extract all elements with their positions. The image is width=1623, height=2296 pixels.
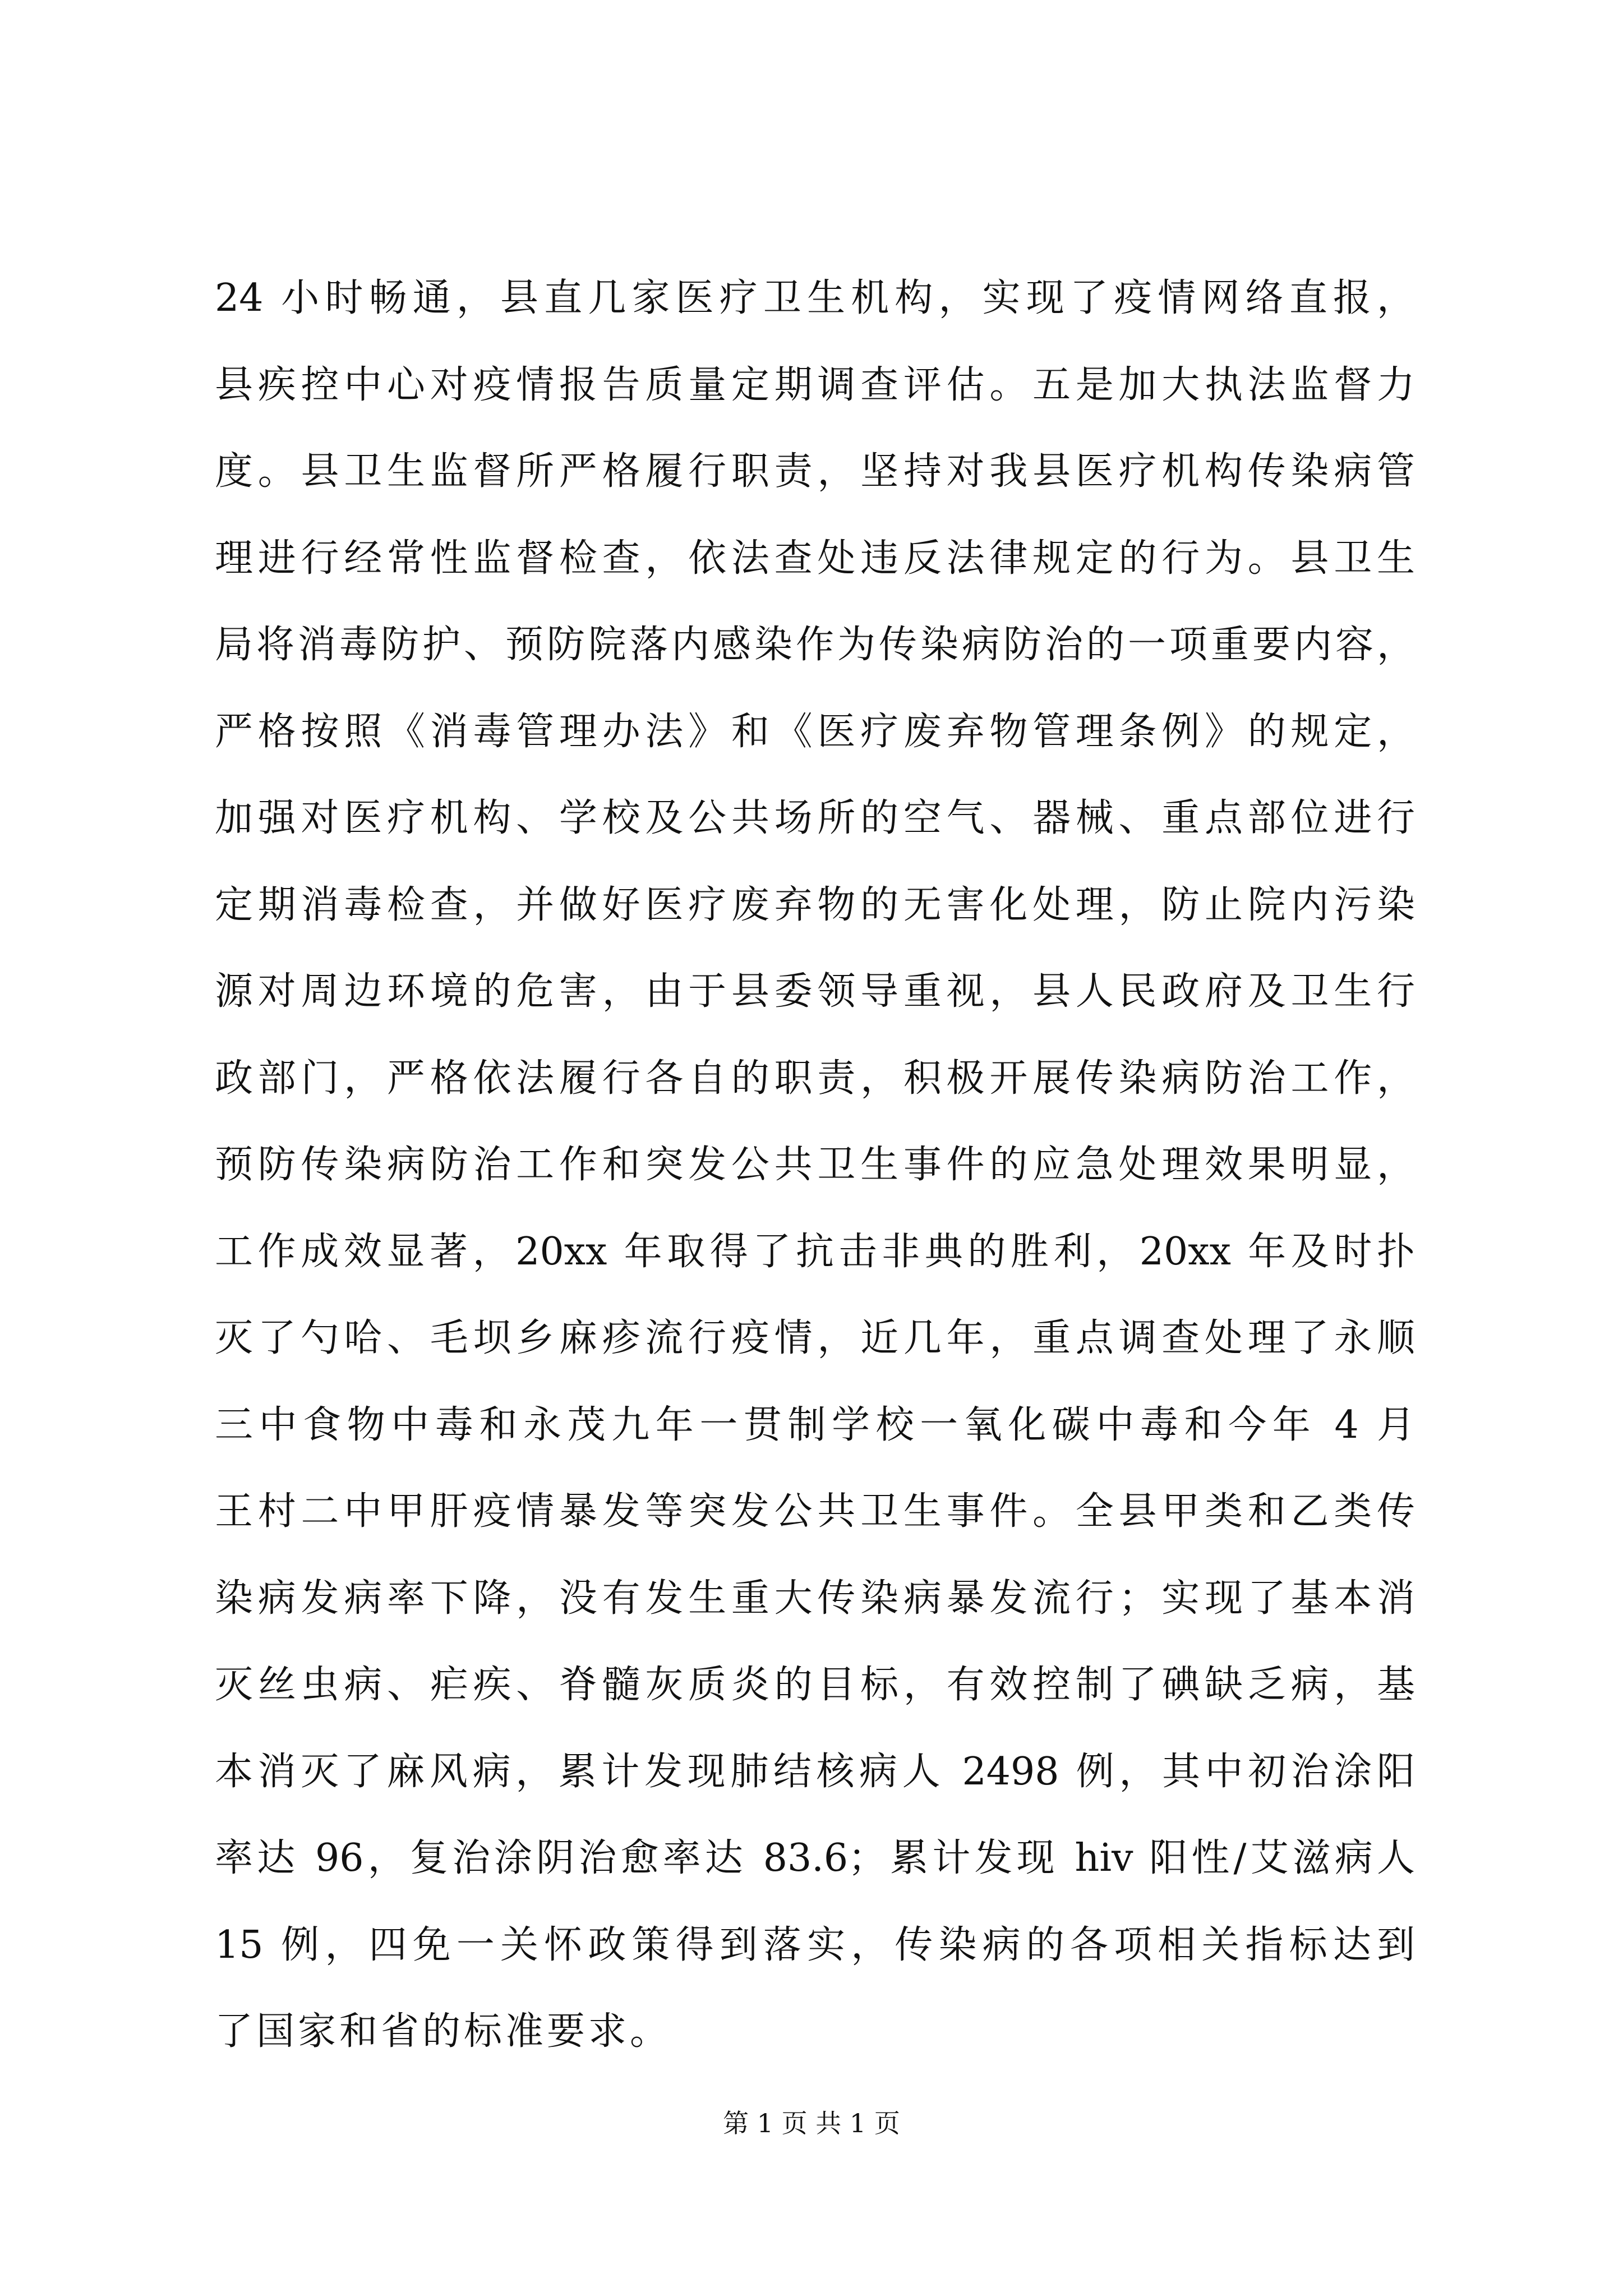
paragraph-line: 加强对医疗机构、学校及公共场所的空气、器械、重点部位进行 <box>215 796 1415 840</box>
paragraph-line: 染病发病率下降，没有发生重大传染病暴发流行；实现了基本消 <box>215 1576 1415 1621</box>
document-body <box>215 255 1415 2076</box>
paragraph-line: 灭丝虫病、疟疾、脊髓灰质炎的目标，有效控制了碘缺乏病，基 <box>215 1663 1415 1707</box>
paragraph-line: 定期消毒检查，并做好医疗废弃物的无害化处理，防止院内污染 <box>215 882 1415 927</box>
paragraph-line: 15 例，四免一关怀政策得到落实，传染病的各项相关指标达到 <box>215 1922 1415 1967</box>
paragraph-line: 24 小时畅通，县直几家医疗卫生机构，实现了疫情网络直报， <box>215 276 1415 320</box>
paragraph-line: 本消灭了麻风病，累计发现肺结核病人 2498 例，其中初治涂阳 <box>215 1749 1415 1794</box>
paragraph-line: 王村二中甲肝疫情暴发等突发公共卫生事件。全县甲类和乙类传 <box>215 1489 1415 1534</box>
paragraph-line: 率达 96，复治涂阴治愈率达 83.6；累计发现 hiv 阳性/艾滋病人 <box>215 1836 1415 1880</box>
paragraph-line: 政部门，严格依法履行各自的职责，积极开展传染病防治工作， <box>215 1056 1415 1101</box>
paragraph-line: 工作成效显著，20xx 年取得了抗击非典的胜利，20xx 年及时扑 <box>215 1229 1415 1274</box>
paragraph-line: 县疾控中心对疫情报告质量定期调查评估。五是加大执法监督力 <box>215 362 1415 407</box>
paragraph-line: 理进行经常性监督检查，依法查处违反法律规定的行为。县卫生 <box>215 536 1415 581</box>
paragraph-line: 严格按照《消毒管理办法》和《医疗废弃物管理条例》的规定， <box>215 709 1415 754</box>
paragraph-line: 度。县卫生监督所严格履行职责，坚持对我县医疗机构传染病管 <box>215 449 1415 494</box>
paragraph-line: 预防传染病防治工作和突发公共卫生事件的应急处理效果明显， <box>215 1143 1415 1187</box>
paragraph-line: 了国家和省的标准要求。 <box>215 2009 672 2054</box>
paragraph-line: 源对周边环境的危害，由于县委领导重视，县人民政府及卫生行 <box>215 969 1415 1014</box>
paragraph-line: 灭了勺哈、毛坝乡麻疹流行疫情，近几年，重点调查处理了永顺 <box>215 1316 1415 1360</box>
paragraph-line: 三中食物中毒和永茂九年一贯制学校一氧化碳中毒和今年 4 月 <box>215 1402 1415 1447</box>
paragraph-line: 局将消毒防护、预防院落内感染作为传染病防治的一项重要内容， <box>215 623 1415 667</box>
page-number-footer: 第 1 页 共 1 页 <box>723 2108 900 2138</box>
